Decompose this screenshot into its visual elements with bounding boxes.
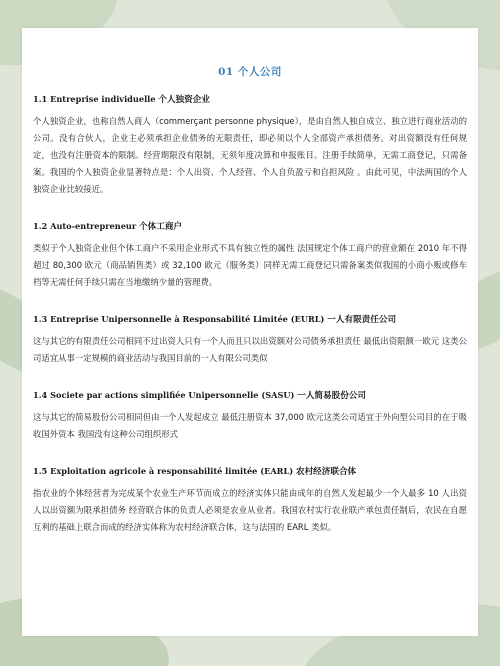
page-title: 01 个人公司 [218, 66, 282, 78]
section-eurl [33, 313, 467, 367]
section-body: 类似于个人独资企业但个体工商户不采用企业形式不具有独立性的属性 法国规定个体工商户的营业额在 2010 年不得超过 80,300 欧元（商品销售类）或 32,100 欧元（服务类）同样无需工商登记只需备案类似我国的小商小贩或修车档等无需任何手续只需在当地缴纳少量的管理费。 [33, 243, 467, 287]
section-heading-fr: 1.5 Exploitation agricole à responsabilité limitée (EARL) [33, 466, 294, 476]
section-entreprise-individuelle [33, 93, 467, 198]
section-heading-zh: 个体工商户 [139, 222, 183, 232]
section-heading [33, 465, 467, 477]
section-body: 这与其它的简易股份公司相同但由一个人发起成立 最低注册资本 37,000 欧元这类公司适宜于外向型公司目的在于吸收国外资本 我国没有这种公司组织形式 [33, 412, 467, 439]
section-earl [33, 465, 467, 536]
section-heading-fr: 1.3 Entreprise Unipersonnelle à Responsabilité Limitée (EURL) [33, 314, 325, 324]
section-heading-zh: 一人简易股份公司 [297, 391, 367, 401]
section-heading-zh: 一人有限责任公司 [327, 315, 397, 325]
section-heading [33, 389, 467, 401]
section-heading-zh: 个人独资企业 [158, 95, 210, 105]
section-body: 个人独资企业，也称自然人商人（commerçant personne physique），是由自然人独自成立、独立进行商业活动的公司。没有合伙人，企业主必须承担企业债务的无限责任，即必须以个人全部资产承担债务。对出资额没有任何规定，也没有注册资本的限制。经营期限没有限制，无须年度决算和申报账目。注册手续简单，无需工商登记，只需备案。我国的个人独资企业显著特点是：个人出资、个人经营、个人自负盈亏和自担风险 。由此可见，中法两国的个人独资企业比较接近。 [33, 116, 467, 194]
section-body: 这与其它的有限责任公司相同不过出资人只有一个人而且只以出资额对公司债务承担责任 最低出资限额一欧元 这类公司适宜从事一定规模的商业活动与我国目前的一人有限公司类似 [33, 336, 467, 363]
section-body: 指农业的个体经营者为完成某个农业生产环节而成立的经济实体只能由成年的自然人发起最少一个人最多 10 人出资人以出资额为限承担债务 经营联合体的负责人必须是农业从业者。我国农村实行农业联产承包责任制后，农民在自愿互利的基础上联合而成的经济实体称为农村经济联合体，这与法国的 EARL 类似。 [33, 488, 467, 532]
section-heading-zh: 农村经济联合体 [295, 467, 357, 477]
section-heading-fr: 1.1 Entreprise individuelle [33, 94, 156, 104]
document-page [22, 28, 478, 636]
section-heading [33, 220, 467, 232]
section-heading [33, 93, 467, 105]
section-auto-entrepreneur [33, 220, 467, 291]
section-heading-fr: 1.2 Auto-entrepreneur [33, 221, 137, 231]
section-heading-fr: 1.4 Societe par actions simplifiée Unipersonnelle (SASU) [33, 390, 295, 400]
section-heading [33, 313, 467, 325]
section-sasu [33, 389, 467, 443]
